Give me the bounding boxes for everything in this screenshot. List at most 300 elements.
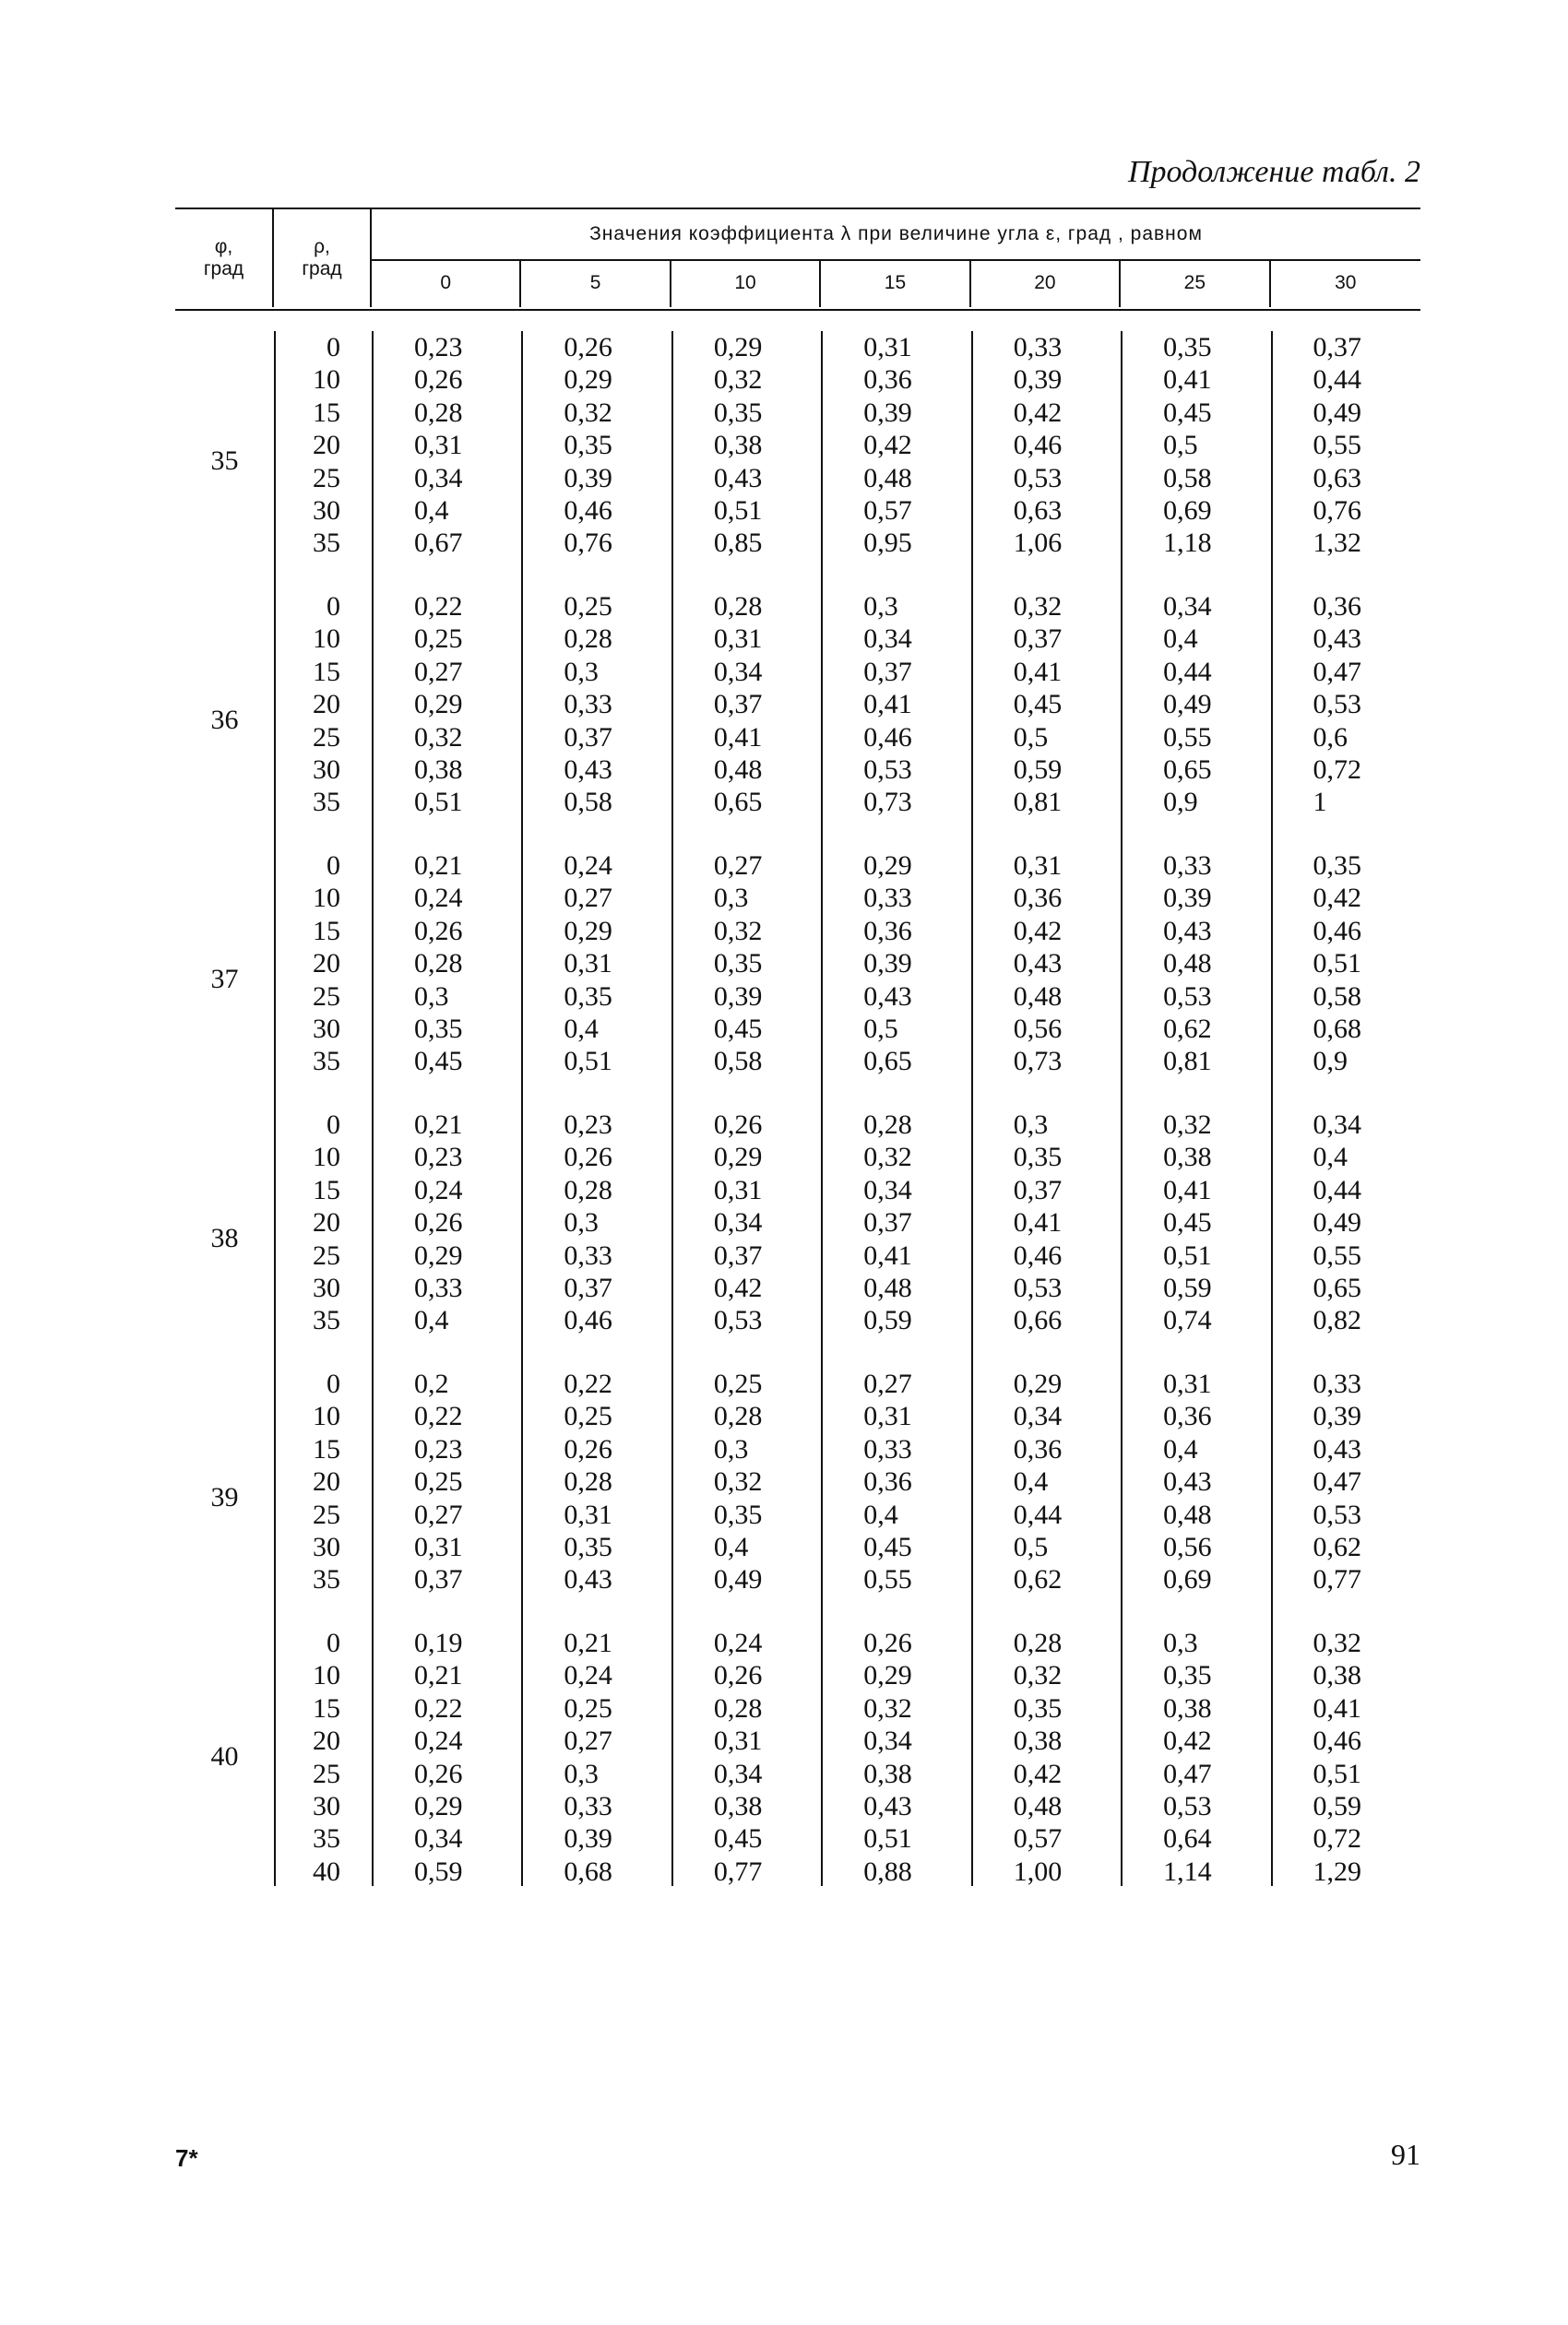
rho-value: 25 — [313, 1499, 340, 1530]
lambda-value: 0,32 — [1013, 591, 1063, 622]
lambda-value: 0,69 — [1163, 1564, 1212, 1595]
lambda-value: 0,25 — [564, 1692, 612, 1724]
lambda-column — [971, 331, 1121, 590]
lambda-value: 0,74 — [1163, 1305, 1212, 1336]
lambda-value: 0,39 — [1313, 1401, 1362, 1432]
lambda-value: 0,51 — [1313, 948, 1362, 979]
header-epsilon-cell: 5 — [521, 259, 671, 307]
lambda-value: 0,42 — [713, 1272, 763, 1303]
lambda-value: 0,4 — [1013, 1466, 1049, 1498]
lambda-value: 0,29 — [564, 364, 612, 396]
lambda-value: 0,51 — [1163, 1240, 1212, 1271]
rho-value: 25 — [313, 462, 340, 493]
lambda-value: 0,32 — [1013, 1660, 1063, 1691]
lambda-value: 0,25 — [564, 1401, 612, 1432]
lambda-value: 1 — [1313, 787, 1327, 818]
lambda-value: 0,65 — [863, 1046, 912, 1077]
lambda-value: 0,49 — [1313, 397, 1362, 428]
lambda-column — [1271, 1627, 1420, 1886]
lambda-value: 0,4 — [1163, 623, 1198, 655]
lambda-value: 0,49 — [713, 1564, 763, 1595]
lambda-value: 0,24 — [713, 1628, 763, 1658]
header-epsilon-row — [372, 259, 1420, 307]
rho-value: 20 — [313, 948, 340, 979]
lambda-value: 0,32 — [713, 1466, 763, 1498]
lambda-value: 0,27 — [564, 883, 612, 914]
lambda-column — [821, 1109, 970, 1368]
lambda-value: 0,41 — [1163, 364, 1212, 396]
lambda-value: 0,57 — [863, 494, 912, 526]
lambda-value: 0,68 — [1313, 1013, 1362, 1044]
lambda-value: 0,58 — [713, 1046, 763, 1077]
lambda-value: 0,35 — [713, 1499, 763, 1530]
rho-value: 20 — [313, 689, 340, 720]
table-group — [175, 1627, 1420, 1886]
lambda-value: 0,45 — [1163, 1207, 1212, 1239]
signature-mark: 7* — [175, 2144, 198, 2172]
lambda-value: 0,48 — [1163, 1499, 1212, 1530]
lambda-value: 0,23 — [564, 1109, 612, 1140]
lambda-value: 0,41 — [863, 689, 912, 720]
lambda-value: 0,28 — [1013, 1628, 1063, 1658]
lambda-value: 0,81 — [1163, 1046, 1212, 1077]
lambda-value: 0,33 — [1013, 332, 1063, 362]
lambda-value: 0,51 — [863, 1823, 912, 1855]
lambda-value: 0,59 — [1013, 753, 1063, 785]
lambda-column — [521, 331, 671, 590]
lambda-value: 0,81 — [1013, 787, 1063, 818]
lambda-value: 0,62 — [1313, 1531, 1362, 1562]
rho-value: 35 — [313, 1305, 340, 1336]
lambda-value: 0,43 — [713, 462, 763, 493]
lambda-value: 0,27 — [414, 656, 463, 687]
lambda-column — [1121, 1627, 1270, 1886]
lambda-value: 0,38 — [1313, 1660, 1362, 1691]
lambda-value: 0,57 — [1013, 1823, 1063, 1855]
lambda-value: 0,35 — [414, 1013, 463, 1044]
lambda-value: 0,34 — [713, 1207, 763, 1239]
lambda-column — [521, 849, 671, 1109]
lambda-value: 0,42 — [1163, 1726, 1212, 1757]
lambda-value: 0,24 — [414, 1174, 463, 1205]
lambda-value: 0,26 — [564, 1433, 612, 1465]
header-epsilon-cell: 10 — [671, 259, 821, 307]
lambda-value: 0,21 — [414, 850, 463, 881]
lambda-value: 0,34 — [863, 623, 912, 655]
lambda-value: 0,4 — [1163, 1433, 1198, 1465]
lambda-value: 0,58 — [564, 787, 612, 818]
lambda-value: 0,5 — [863, 1013, 898, 1044]
header-rho-unit: град — [302, 258, 342, 279]
rho-value: 25 — [313, 980, 340, 1012]
lambda-value: 0,51 — [564, 1046, 612, 1077]
lambda-value: 0,3 — [564, 1758, 599, 1789]
lambda-column — [671, 590, 821, 849]
lambda-value: 0,53 — [863, 753, 912, 785]
lambda-value: 0,36 — [1313, 591, 1362, 622]
lambda-value: 0,41 — [863, 1240, 912, 1271]
phi-value: 37 — [210, 963, 239, 994]
rho-value: 0 — [327, 1109, 340, 1140]
lambda-value: 0,58 — [1313, 980, 1362, 1012]
lambda-value: 0,37 — [564, 1272, 612, 1303]
lambda-value: 0,26 — [564, 1142, 612, 1173]
header-rho-symbol: ρ, — [314, 236, 330, 257]
lambda-column — [821, 849, 970, 1109]
lambda-value: 0,28 — [713, 591, 763, 622]
rho-value: 15 — [313, 1692, 340, 1724]
lambda-value: 0,37 — [564, 721, 612, 753]
lambda-value: 0,31 — [863, 332, 912, 362]
lambda-value: 0,44 — [1013, 1499, 1063, 1530]
lambda-value: 0,59 — [1313, 1790, 1362, 1821]
lambda-value: 0,45 — [414, 1046, 463, 1077]
lambda-value: 0,34 — [713, 656, 763, 687]
lambda-value: 0,43 — [1013, 948, 1063, 979]
lambda-value: 1,06 — [1013, 528, 1063, 559]
rho-column — [274, 849, 372, 1109]
lambda-value: 0,22 — [414, 591, 463, 622]
lambda-value: 0,53 — [713, 1305, 763, 1336]
table-body — [175, 311, 1420, 1886]
lambda-value: 0,53 — [1313, 1499, 1362, 1530]
rho-value: 25 — [313, 721, 340, 753]
lambda-value: 0,21 — [414, 1109, 463, 1140]
rho-value: 15 — [313, 656, 340, 687]
phi-value: 40 — [210, 1740, 239, 1772]
lambda-value: 0,26 — [414, 1207, 463, 1239]
lambda-value: 0,28 — [414, 948, 463, 979]
lambda-value: 0,34 — [1163, 591, 1212, 622]
lambda-value: 0,43 — [1163, 915, 1212, 946]
lambda-column — [1271, 590, 1420, 849]
header-phi-unit: град — [203, 258, 244, 279]
phi-value: 38 — [210, 1222, 239, 1253]
lambda-value: 0,37 — [863, 656, 912, 687]
lambda-value: 0,34 — [863, 1726, 912, 1757]
lambda-value: 0,49 — [1313, 1207, 1362, 1239]
header-phi-symbol: φ, — [214, 236, 233, 257]
lambda-value: 0,53 — [1313, 689, 1362, 720]
lambda-value: 1,18 — [1163, 528, 1212, 559]
lambda-value: 0,5 — [1013, 1531, 1049, 1562]
lambda-value: 0,35 — [1163, 332, 1212, 362]
lambda-value: 0,33 — [414, 1272, 463, 1303]
lambda-value: 0,48 — [1163, 948, 1212, 979]
lambda-value: 0,43 — [564, 1564, 612, 1595]
lambda-value: 0,48 — [863, 1272, 912, 1303]
lambda-value: 0,29 — [863, 850, 912, 881]
lambda-value: 0,32 — [414, 721, 463, 753]
lambda-value: 0,28 — [564, 1466, 612, 1498]
lambda-value: 0,55 — [1313, 1240, 1362, 1271]
lambda-value: 0,48 — [713, 753, 763, 785]
rho-value: 10 — [313, 883, 340, 914]
lambda-value: 0,55 — [1163, 721, 1212, 753]
table-group — [175, 849, 1420, 1109]
lambda-column — [971, 1109, 1121, 1368]
lambda-value: 0,42 — [1013, 397, 1063, 428]
rho-value: 15 — [313, 1174, 340, 1205]
rho-value: 30 — [313, 1531, 340, 1562]
rho-value: 0 — [327, 1628, 340, 1658]
lambda-value: 0,37 — [713, 1240, 763, 1271]
lambda-value: 0,58 — [1163, 462, 1212, 493]
rho-value: 35 — [313, 1564, 340, 1595]
lambda-value: 0,2 — [414, 1369, 449, 1399]
lambda-value: 0,37 — [1313, 332, 1362, 362]
lambda-value: 0,3 — [564, 1207, 599, 1239]
phi-value: 36 — [210, 704, 239, 735]
lambda-value: 0,29 — [1013, 1369, 1063, 1399]
lambda-value: 0,56 — [1163, 1531, 1212, 1562]
lambda-value: 0,41 — [1163, 1174, 1212, 1205]
rho-value: 20 — [313, 1726, 340, 1757]
rho-value: 25 — [313, 1240, 340, 1271]
lambda-value: 0,37 — [863, 1207, 912, 1239]
lambda-value: 0,73 — [863, 787, 912, 818]
lambda-value: 0,29 — [863, 1660, 912, 1691]
lambda-value: 0,76 — [1313, 494, 1362, 526]
rho-value: 35 — [313, 1823, 340, 1855]
lambda-value: 0,35 — [564, 430, 612, 461]
lambda-value: 0,5 — [1013, 721, 1049, 753]
lambda-value: 0,36 — [1013, 1433, 1063, 1465]
header-epsilon-cell: 15 — [821, 259, 970, 307]
lambda-value: 0,42 — [863, 430, 912, 461]
rho-value: 0 — [327, 850, 340, 881]
header-epsilon-cell: 30 — [1335, 272, 1357, 293]
header-epsilon-cell: 0 — [372, 259, 521, 307]
lambda-value: 0,6 — [1313, 721, 1348, 753]
lambda-value: 0,25 — [564, 591, 612, 622]
lambda-value: 0,35 — [1013, 1142, 1063, 1173]
lambda-value: 0,28 — [414, 397, 463, 428]
lambda-value: 0,24 — [564, 850, 612, 881]
header-rho — [274, 209, 372, 307]
rho-value: 30 — [313, 753, 340, 785]
lambda-column — [1271, 849, 1420, 1109]
lambda-value: 0,32 — [1163, 1109, 1212, 1140]
lambda-value: 0,46 — [1313, 1726, 1362, 1757]
lambda-value: 0,65 — [1313, 1272, 1362, 1303]
lambda-value: 0,48 — [1013, 980, 1063, 1012]
lambda-value: 0,32 — [863, 1142, 912, 1173]
lambda-value: 0,19 — [414, 1628, 463, 1658]
lambda-column — [671, 1109, 821, 1368]
lambda-value: 0,29 — [414, 689, 463, 720]
table-group — [175, 590, 1420, 849]
lambda-value: 0,34 — [863, 1174, 912, 1205]
coefficient-table — [175, 208, 1420, 1886]
lambda-value: 0,82 — [1313, 1305, 1362, 1336]
lambda-value: 0,41 — [1313, 1692, 1362, 1724]
rho-value: 40 — [313, 1856, 340, 1887]
lambda-value: 0,36 — [863, 364, 912, 396]
table-header — [175, 208, 1420, 311]
lambda-value: 0,3 — [713, 883, 749, 914]
lambda-column — [372, 1368, 521, 1627]
lambda-value: 0,22 — [414, 1401, 463, 1432]
rho-value: 30 — [313, 1790, 340, 1821]
lambda-value: 0,26 — [414, 915, 463, 946]
lambda-column — [1121, 849, 1270, 1109]
lambda-value: 0,85 — [713, 528, 763, 559]
lambda-value: 0,4 — [414, 1305, 449, 1336]
rho-value: 15 — [313, 915, 340, 946]
lambda-value: 0,21 — [564, 1628, 612, 1658]
lambda-value: 0,42 — [1313, 883, 1362, 914]
lambda-value: 0,9 — [1313, 1046, 1348, 1077]
rho-value: 35 — [313, 787, 340, 818]
lambda-value: 0,3 — [414, 980, 449, 1012]
rho-value: 15 — [313, 397, 340, 428]
lambda-value: 0,24 — [414, 883, 463, 914]
table-group — [175, 1368, 1420, 1627]
lambda-value: 0,59 — [414, 1856, 463, 1887]
lambda-value: 0,31 — [863, 1401, 912, 1432]
rho-value: 30 — [313, 494, 340, 526]
header-coefficient-span: Значения коэффициента λ при величине угла ε, град , равном — [372, 209, 1420, 261]
lambda-value: 0,55 — [1313, 430, 1362, 461]
header-phi — [175, 209, 274, 307]
rho-value: 30 — [313, 1013, 340, 1044]
lambda-value: 0,35 — [564, 980, 612, 1012]
lambda-value: 0,34 — [414, 1823, 463, 1855]
lambda-value: 0,37 — [1013, 623, 1063, 655]
lambda-value: 0,53 — [1163, 1790, 1212, 1821]
lambda-value: 0,31 — [414, 430, 463, 461]
lambda-value: 0,53 — [1163, 980, 1212, 1012]
lambda-value: 0,49 — [1163, 689, 1212, 720]
lambda-value: 1,00 — [1013, 1856, 1063, 1887]
lambda-value: 0,39 — [564, 1823, 612, 1855]
lambda-value: 0,46 — [1013, 430, 1063, 461]
lambda-value: 0,38 — [713, 1790, 763, 1821]
lambda-value: 0,29 — [713, 332, 763, 362]
lambda-value: 0,43 — [863, 1790, 912, 1821]
lambda-value: 1,14 — [1163, 1856, 1212, 1887]
lambda-value: 0,38 — [1163, 1692, 1212, 1724]
lambda-value: 0,38 — [713, 430, 763, 461]
lambda-value: 0,42 — [1013, 915, 1063, 946]
lambda-value: 0,27 — [713, 850, 763, 881]
lambda-value: 0,31 — [414, 1531, 463, 1562]
lambda-value: 0,36 — [863, 915, 912, 946]
lambda-value: 0,33 — [863, 883, 912, 914]
lambda-column — [671, 1627, 821, 1886]
lambda-value: 0,64 — [1163, 1823, 1212, 1855]
lambda-column — [372, 849, 521, 1109]
lambda-value: 0,4 — [414, 494, 449, 526]
rho-value: 20 — [313, 1207, 340, 1239]
lambda-value: 0,65 — [713, 787, 763, 818]
phi-value: 35 — [210, 445, 239, 476]
lambda-value: 0,37 — [713, 689, 763, 720]
lambda-value: 0,32 — [564, 397, 612, 428]
lambda-value: 0,28 — [713, 1692, 763, 1724]
lambda-value: 0,26 — [414, 1758, 463, 1789]
lambda-value: 0,95 — [863, 528, 912, 559]
lambda-value: 0,28 — [564, 623, 612, 655]
lambda-value: 0,34 — [713, 1758, 763, 1789]
lambda-value: 0,44 — [1313, 1174, 1362, 1205]
lambda-value: 0,4 — [1313, 1142, 1348, 1173]
lambda-value: 0,5 — [1163, 430, 1198, 461]
lambda-value: 0,41 — [1013, 656, 1063, 687]
lambda-column — [971, 1627, 1121, 1886]
lambda-value: 0,35 — [1313, 850, 1362, 881]
lambda-value: 0,39 — [1013, 364, 1063, 396]
lambda-value: 0,59 — [1163, 1272, 1212, 1303]
rho-value: 20 — [313, 1466, 340, 1498]
lambda-column — [1271, 1368, 1420, 1627]
lambda-value: 0,27 — [863, 1369, 912, 1399]
lambda-value: 0,32 — [1313, 1628, 1362, 1658]
rho-value: 25 — [313, 1758, 340, 1789]
lambda-value: 0,33 — [564, 689, 612, 720]
lambda-value: 0,41 — [713, 721, 763, 753]
rho-value: 10 — [313, 623, 340, 655]
lambda-value: 0,27 — [564, 1726, 612, 1757]
lambda-value: 0,28 — [863, 1109, 912, 1140]
lambda-value: 0,39 — [863, 397, 912, 428]
lambda-value: 0,24 — [564, 1660, 612, 1691]
lambda-value: 0,43 — [1313, 623, 1362, 655]
lambda-value: 0,37 — [1013, 1174, 1063, 1205]
lambda-value: 0,51 — [414, 787, 463, 818]
lambda-value: 0,69 — [1163, 494, 1212, 526]
lambda-value: 0,29 — [414, 1790, 463, 1821]
rho-value: 35 — [313, 528, 340, 559]
rho-value: 0 — [327, 332, 340, 362]
lambda-value: 0,32 — [713, 915, 763, 946]
lambda-column — [671, 331, 821, 590]
lambda-value: 0,34 — [1313, 1109, 1362, 1140]
lambda-value: 0,43 — [1163, 1466, 1212, 1498]
lambda-value: 0,51 — [1313, 1758, 1362, 1789]
lambda-value: 0,25 — [713, 1369, 763, 1399]
lambda-value: 0,3 — [1013, 1109, 1049, 1140]
lambda-column — [1121, 1109, 1270, 1368]
lambda-value: 0,59 — [863, 1305, 912, 1336]
lambda-value: 0,26 — [564, 332, 612, 362]
lambda-column — [521, 590, 671, 849]
lambda-column — [521, 1368, 671, 1627]
lambda-column — [1271, 331, 1420, 590]
lambda-value: 0,36 — [863, 1466, 912, 1498]
lambda-value: 0,46 — [564, 1305, 612, 1336]
lambda-value: 0,38 — [1163, 1142, 1212, 1173]
lambda-column — [821, 1368, 970, 1627]
lambda-value: 0,44 — [1313, 364, 1362, 396]
lambda-value: 0,88 — [863, 1856, 912, 1887]
header-epsilon-cell: 20 — [971, 259, 1121, 307]
lambda-value: 0,46 — [1313, 915, 1362, 946]
lambda-value: 0,66 — [1013, 1305, 1063, 1336]
lambda-value: 0,23 — [414, 1142, 463, 1173]
lambda-value: 0,76 — [564, 528, 612, 559]
lambda-value: 0,33 — [863, 1433, 912, 1465]
header-epsilon-cell: 25 — [1121, 259, 1270, 307]
rho-value: 35 — [313, 1046, 340, 1077]
lambda-value: 0,26 — [414, 364, 463, 396]
lambda-value: 0,51 — [713, 494, 763, 526]
lambda-value: 0,45 — [713, 1013, 763, 1044]
lambda-value: 0,56 — [1013, 1013, 1063, 1044]
lambda-value: 0,36 — [1163, 1401, 1212, 1432]
lambda-column — [1121, 331, 1270, 590]
